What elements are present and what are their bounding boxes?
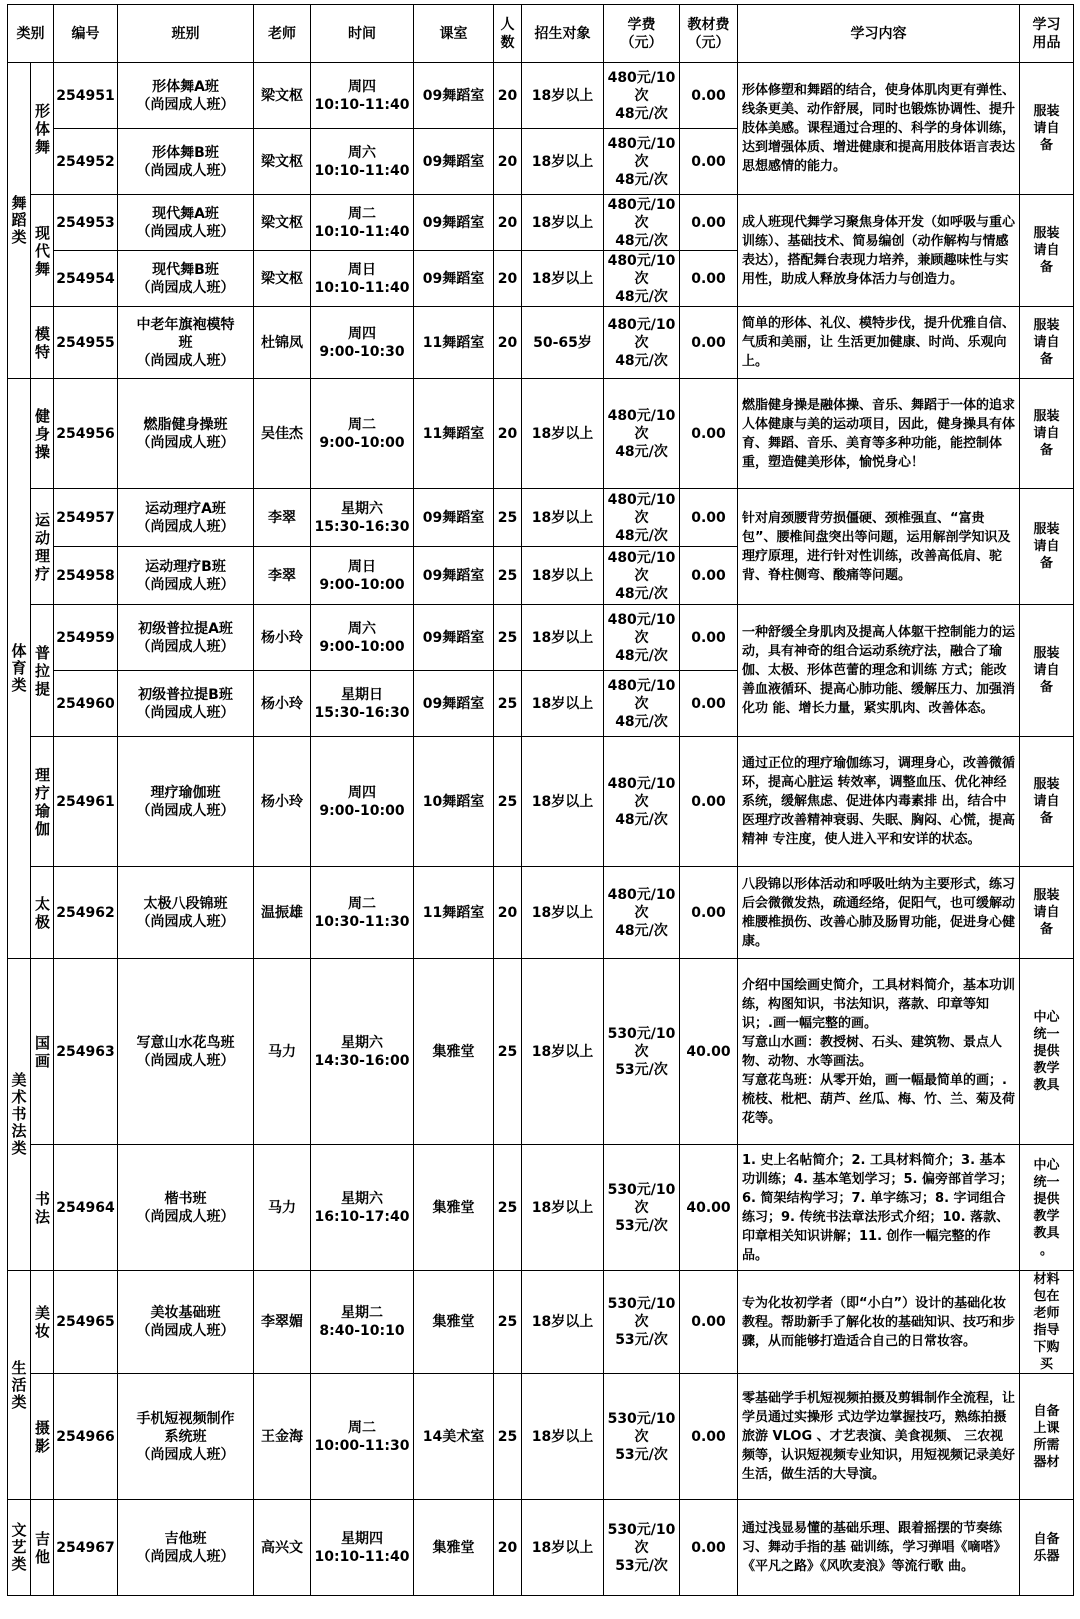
supplies-xiandaiwu: 服装 请自 备 (1020, 195, 1074, 307)
supplies-guohua: 中心 统一 提供 教学 教具 (1020, 959, 1074, 1145)
capacity: 20 (494, 1500, 522, 1596)
supplies-mote: 服装 请自 备 (1020, 307, 1074, 379)
tuition-fee: 480元/10次 48元/次 (604, 547, 680, 605)
capacity: 25 (494, 1374, 522, 1500)
class-name: 运动理疗A班 （尚园成人班） (118, 489, 254, 547)
supplies-xingtiwu: 服装 请自 备 (1020, 63, 1074, 195)
subcategory-jita: 吉 他 (31, 1500, 54, 1596)
target-age: 18岁以上 (522, 1500, 604, 1596)
teacher-name: 吴佳杰 (254, 379, 311, 489)
teacher-name: 梁文枢 (254, 251, 311, 307)
tuition-fee: 530元/10次 53元/次 (604, 1145, 680, 1271)
course-id: 254960 (54, 671, 118, 737)
capacity: 20 (494, 379, 522, 489)
subcategory-sheying: 摄 影 (31, 1374, 54, 1500)
content-yundongliliao: 针对肩颈腰背劳损僵硬、颈椎强直、“富贵包”、腰椎间盘突出等问题，运用解剖学知识及理疗原理，进行针对性训练，改善高低肩、驼背、脊柱侧弯、酸痛等问题。 (738, 489, 1020, 605)
table-row (8, 605, 1074, 671)
classroom: 11舞蹈室 (414, 307, 494, 379)
header-content: 学习内容 (738, 5, 1020, 63)
class-name: 手机短视频制作 系统班 （尚园成人班） (118, 1374, 254, 1500)
class-time: 星期二 8:40-10:10 (311, 1271, 414, 1374)
material-fee: 0.00 (680, 605, 738, 671)
supplies-jita: 自备 乐器 (1020, 1500, 1074, 1596)
header-target: 招生对象 (522, 5, 604, 63)
teacher-name: 梁文枢 (254, 129, 311, 195)
teacher-name: 高兴文 (254, 1500, 311, 1596)
tuition-fee: 480元/10次 48元/次 (604, 605, 680, 671)
course-id: 254964 (54, 1145, 118, 1271)
class-name: 燃脂健身操班 （尚园成人班） (118, 379, 254, 489)
subcategory-guohua: 国 画 (31, 959, 54, 1145)
supplies-pulati: 服装 请自 备 (1020, 605, 1074, 737)
class-time: 周六 10:10-11:40 (311, 129, 414, 195)
target-age: 18岁以上 (522, 379, 604, 489)
subcategory-shufa: 书 法 (31, 1145, 54, 1271)
capacity: 25 (494, 605, 522, 671)
class-time: 周日 10:10-11:40 (311, 251, 414, 307)
tuition-fee: 480元/10次 48元/次 (604, 129, 680, 195)
class-time: 周四 9:00-10:30 (311, 307, 414, 379)
category-sports: 体 育 类 (8, 379, 31, 959)
material-fee: 40.00 (680, 1145, 738, 1271)
class-time: 周日 9:00-10:00 (311, 547, 414, 605)
class-name: 中老年旗袍模特 班 （尚园成人班） (118, 307, 254, 379)
supplies-liliaoyujia: 服装 请自 备 (1020, 737, 1074, 867)
class-time: 星期日 15:30-16:30 (311, 671, 414, 737)
class-time: 周二 10:10-11:40 (311, 195, 414, 251)
target-age: 18岁以上 (522, 129, 604, 195)
classroom: 14美术室 (414, 1374, 494, 1500)
capacity: 20 (494, 307, 522, 379)
tuition-fee: 480元/10次 48元/次 (604, 307, 680, 379)
content-jita: 通过浅显易懂的基础乐理、跟着摇摆的节奏练习、舞动手指的基 础训练，学习弹唱《嘀嗒》《平凡之路》《风吹麦浪》等流行歌 曲。 (738, 1500, 1020, 1596)
target-age: 18岁以上 (522, 959, 604, 1145)
class-time: 周二 9:00-10:00 (311, 379, 414, 489)
teacher-name: 杨小玲 (254, 605, 311, 671)
course-id: 254951 (54, 63, 118, 129)
classroom: 09舞蹈室 (414, 63, 494, 129)
table-row (8, 737, 1074, 867)
teacher-name: 杨小玲 (254, 737, 311, 867)
category-life: 生 活 类 (8, 1271, 31, 1500)
material-fee: 40.00 (680, 959, 738, 1145)
capacity: 20 (494, 63, 522, 129)
classroom: 11舞蹈室 (414, 379, 494, 489)
teacher-name: 杨小玲 (254, 671, 311, 737)
target-age: 18岁以上 (522, 737, 604, 867)
content-liliaoyujia: 通过正位的理疗瑜伽练习，调理身心，改善微循环，提高心脏运 转效率，调整血压、优化神经系统，缓解焦虑、促进体内毒素排 出，结合中医理疗改善精神衰弱、失眠、胸闷、心慌，提高精神 专注度，使人进入平和安详的状态。 (738, 737, 1020, 867)
subcategory-yundongliliao: 运 动 理 疗 (31, 489, 54, 605)
tuition-fee: 480元/10次 48元/次 (604, 489, 680, 547)
subcategory-jianshencao: 健 身 操 (31, 379, 54, 489)
tuition-fee: 530元/10次 53元/次 (604, 1271, 680, 1374)
header-fee: 学费 （元） (604, 5, 680, 63)
header-id: 编号 (54, 5, 118, 63)
content-xingtiwu: 形体修塑和舞蹈的结合，使身体肌肉更有弹性、线条更美、动作舒展，同时也锻炼协调性、提升肢体美感。课程通过合理的、科学的身体训练，达到增强体质、增进健康和提高用肢体语言表达思想感情的能力。 (738, 63, 1020, 195)
teacher-name: 马力 (254, 959, 311, 1145)
class-time: 星期六 16:10-17:40 (311, 1145, 414, 1271)
course-id: 254967 (54, 1500, 118, 1596)
subcategory-xingtiwu: 形 体 舞 (31, 63, 54, 195)
content-meizhuang: 专为化妆初学者（即“小白”）设计的基础化妆教程。帮助新手了解化妆的基础知识、技巧和步骤，从而能够打造适合自己的日常妆容。 (738, 1271, 1020, 1374)
capacity: 25 (494, 671, 522, 737)
content-sheying: 零基础学手机短视频拍摄及剪辑制作全流程，让学员通过实操形 式边学边掌握技巧，熟练拍摄旅游 VLOG 、才艺表演、美食视频、 三农视频等，认识短视频专业知识，用短视频记录美好生活，做生活的大导演。 (738, 1374, 1020, 1500)
supplies-meizhuang: 材料 包在 老师 指导 下购 买 (1020, 1271, 1074, 1374)
capacity: 25 (494, 489, 522, 547)
content-taiji: 八段锦以形体活动和呼吸吐纳为主要形式，练习后会微微发热，疏通经络，促阳气，也可缓解动椎腰椎损伤、改善心肺及肠胃功能，促进身心健康。 (738, 867, 1020, 959)
material-fee: 0.00 (680, 195, 738, 251)
header-category: 类别 (8, 5, 54, 63)
target-age: 18岁以上 (522, 867, 604, 959)
table-row (8, 1271, 1074, 1374)
material-fee: 0.00 (680, 489, 738, 547)
capacity: 25 (494, 959, 522, 1145)
material-fee: 0.00 (680, 129, 738, 195)
classroom: 09舞蹈室 (414, 251, 494, 307)
target-age: 18岁以上 (522, 671, 604, 737)
course-id: 254958 (54, 547, 118, 605)
subcategory-mote: 模 特 (31, 307, 54, 379)
table-row (8, 195, 1074, 251)
target-age: 18岁以上 (522, 489, 604, 547)
course-id: 254955 (54, 307, 118, 379)
capacity: 25 (494, 737, 522, 867)
header-supplies: 学习 用品 (1020, 5, 1074, 63)
header-teacher: 老师 (254, 5, 311, 63)
class-time: 星期六 15:30-16:30 (311, 489, 414, 547)
class-name: 吉他班 （尚园成人班） (118, 1500, 254, 1596)
content-shufa: 1. 史上名帖简介；2. 工具材料简介；3. 基本功训练；4. 基本笔划学习；5. 偏旁部首学习；6. 简架结构学习；7. 单字练习；8. 字词组合练习；9. 传统书法章法形式介绍；10. 落款、印章相关知识讲解；11. 创作一幅完整的作品。 (738, 1145, 1020, 1271)
subcategory-meizhuang: 美 妆 (31, 1271, 54, 1374)
teacher-name: 梁文枢 (254, 195, 311, 251)
table-row (8, 489, 1074, 547)
tuition-fee: 530元/10次 53元/次 (604, 1374, 680, 1500)
course-table (7, 4, 1074, 1596)
material-fee: 0.00 (680, 737, 738, 867)
target-age: 18岁以上 (522, 605, 604, 671)
table-row (8, 1374, 1074, 1500)
class-time: 周六 9:00-10:00 (311, 605, 414, 671)
material-fee: 0.00 (680, 1500, 738, 1596)
material-fee: 0.00 (680, 307, 738, 379)
classroom: 09舞蹈室 (414, 489, 494, 547)
class-name: 写意山水花鸟班 （尚园成人班） (118, 959, 254, 1145)
target-age: 18岁以上 (522, 1271, 604, 1374)
classroom: 集雅堂 (414, 1500, 494, 1596)
class-time: 星期六 14:30-16:00 (311, 959, 414, 1145)
target-age: 18岁以上 (522, 195, 604, 251)
class-name: 理疗瑜伽班 （尚园成人班） (118, 737, 254, 867)
material-fee: 0.00 (680, 251, 738, 307)
teacher-name: 王金海 (254, 1374, 311, 1500)
teacher-name: 马力 (254, 1145, 311, 1271)
course-id: 254966 (54, 1374, 118, 1500)
material-fee: 0.00 (680, 1271, 738, 1374)
course-id: 254956 (54, 379, 118, 489)
content-pulati: 一种舒缓全身肌肉及提高人体躯干控制能力的运动，具有神奇的组合运动系统疗法，融合了瑜伽、太极、形体芭蕾的理念和训练 方式；能改善血液循环、提高心肺功能、缓解压力、加强消化功 能、增长力量，紧实肌肉、改善体态。 (738, 605, 1020, 737)
category-dance: 舞 蹈 类 (8, 63, 31, 379)
tuition-fee: 480元/10次 48元/次 (604, 671, 680, 737)
material-fee: 0.00 (680, 1374, 738, 1500)
supplies-sheying: 自备 上课 所需 器材 (1020, 1374, 1074, 1500)
tuition-fee: 480元/10次 48元/次 (604, 867, 680, 959)
supplies-taiji: 服装 请自 备 (1020, 867, 1074, 959)
header-class: 班别 (118, 5, 254, 63)
tuition-fee: 480元/10次 48元/次 (604, 379, 680, 489)
course-id: 254961 (54, 737, 118, 867)
content-jianshencao: 燃脂健身操是融体操、音乐、舞蹈于一体的追求人体健康与美的运动项目，因此，健身操具有体育、舞蹈、音乐、美育等多种功能，能控制体重，塑造健美形体，愉悦身心！ (738, 379, 1020, 489)
class-name: 楷书班 （尚园成人班） (118, 1145, 254, 1271)
class-name: 太极八段锦班 （尚园成人班） (118, 867, 254, 959)
class-time: 周二 10:00-11:30 (311, 1374, 414, 1500)
subcategory-taiji: 太 极 (31, 867, 54, 959)
material-fee: 0.00 (680, 671, 738, 737)
content-guohua: 介绍中国绘画史简介，工具材料简介，基本功训练，构图知识，书法知识，落款、印章等知识；.画一幅完整的画。 写意山水画：教授树、石头、建筑物、景点人物、动物、水等画法。 写意花鸟班：从零开始，画一幅最简单的画；.梳枝、枇杷、葫芦、丝瓜、梅、竹、兰、菊及荷花等。 (738, 959, 1020, 1145)
capacity: 20 (494, 129, 522, 195)
content-mote: 简单的形体、礼仪、模特步伐，提升优雅自信、气质和美丽，让 生活更加健康、时尚、乐观向上。 (738, 307, 1020, 379)
material-fee: 0.00 (680, 379, 738, 489)
class-time: 周四 9:00-10:00 (311, 737, 414, 867)
supplies-yundongliliao: 服装 请自 备 (1020, 489, 1074, 605)
content-xiandaiwu: 成人班现代舞学习聚焦身体开发（如呼吸与重心训练）、基础技术、简易编创（动作解构与情感表达），搭配舞台表现力培养，兼顾趣味性与实用性，助成人释放身体活力与创造力。 (738, 195, 1020, 307)
target-age: 18岁以上 (522, 547, 604, 605)
teacher-name: 梁文枢 (254, 63, 311, 129)
course-id: 254952 (54, 129, 118, 195)
table-row (8, 63, 1074, 129)
category-literary: 文 艺 类 (8, 1500, 31, 1596)
supplies-jianshencao: 服装 请自 备 (1020, 379, 1074, 489)
tuition-fee: 480元/10次 48元/次 (604, 737, 680, 867)
header-room: 课室 (414, 5, 494, 63)
classroom: 09舞蹈室 (414, 547, 494, 605)
classroom: 集雅堂 (414, 1145, 494, 1271)
category-art: 美 术 书 法 类 (8, 959, 31, 1271)
classroom: 09舞蹈室 (414, 671, 494, 737)
teacher-name: 李翠 (254, 547, 311, 605)
capacity: 25 (494, 1271, 522, 1374)
class-time: 周四 10:10-11:40 (311, 63, 414, 129)
teacher-name: 李翠 (254, 489, 311, 547)
class-name: 初级普拉提B班 （尚园成人班） (118, 671, 254, 737)
classroom: 09舞蹈室 (414, 195, 494, 251)
teacher-name: 杜锦凤 (254, 307, 311, 379)
course-id: 254957 (54, 489, 118, 547)
target-age: 18岁以上 (522, 1145, 604, 1271)
capacity: 20 (494, 867, 522, 959)
tuition-fee: 530元/10次 53元/次 (604, 1500, 680, 1596)
classroom: 10舞蹈室 (414, 737, 494, 867)
material-fee: 0.00 (680, 867, 738, 959)
class-name: 形体舞B班 （尚园成人班） (118, 129, 254, 195)
classroom: 集雅堂 (414, 1271, 494, 1374)
tuition-fee: 530元/10次 53元/次 (604, 959, 680, 1145)
capacity: 20 (494, 195, 522, 251)
class-name: 现代舞B班 （尚园成人班） (118, 251, 254, 307)
classroom: 集雅堂 (414, 959, 494, 1145)
teacher-name: 温振雄 (254, 867, 311, 959)
classroom: 09舞蹈室 (414, 605, 494, 671)
table-row (8, 1145, 1074, 1271)
capacity: 20 (494, 251, 522, 307)
target-age: 50-65岁 (522, 307, 604, 379)
course-id: 254953 (54, 195, 118, 251)
tuition-fee: 480元/10次 48元/次 (604, 251, 680, 307)
table-row (8, 1500, 1074, 1596)
classroom: 11舞蹈室 (414, 867, 494, 959)
teacher-name: 李翠媚 (254, 1271, 311, 1374)
course-id: 254965 (54, 1271, 118, 1374)
supplies-shufa: 中心 统一 提供 教学 教具 。 (1020, 1145, 1074, 1271)
table-row (8, 867, 1074, 959)
material-fee: 0.00 (680, 547, 738, 605)
header-time: 时间 (311, 5, 414, 63)
course-id: 254954 (54, 251, 118, 307)
header-capacity: 人 数 (494, 5, 522, 63)
class-name: 现代舞A班 （尚园成人班） (118, 195, 254, 251)
class-name: 美妆基础班 （尚园成人班） (118, 1271, 254, 1374)
capacity: 25 (494, 547, 522, 605)
course-id: 254959 (54, 605, 118, 671)
tuition-fee: 480元/10次 48元/次 (604, 63, 680, 129)
target-age: 18岁以上 (522, 1374, 604, 1500)
subcategory-xiandaiwu: 现 代 舞 (31, 195, 54, 307)
table-row (8, 959, 1074, 1145)
header-material-fee: 教材费 （元） (680, 5, 738, 63)
course-id: 254963 (54, 959, 118, 1145)
table-row (8, 379, 1074, 489)
subcategory-pulati: 普 拉 提 (31, 605, 54, 737)
class-name: 形体舞A班 （尚园成人班） (118, 63, 254, 129)
course-id: 254962 (54, 867, 118, 959)
target-age: 18岁以上 (522, 63, 604, 129)
subcategory-liliaoyujia: 理 疗 瑜 伽 (31, 737, 54, 867)
capacity: 25 (494, 1145, 522, 1271)
header-row (8, 5, 1074, 63)
classroom: 09舞蹈室 (414, 129, 494, 195)
class-name: 运动理疗B班 （尚园成人班） (118, 547, 254, 605)
class-time: 星期四 10:10-11:40 (311, 1500, 414, 1596)
class-name: 初级普拉提A班 （尚园成人班） (118, 605, 254, 671)
table-row (8, 307, 1074, 379)
tuition-fee: 480元/10次 48元/次 (604, 195, 680, 251)
material-fee: 0.00 (680, 63, 738, 129)
target-age: 18岁以上 (522, 251, 604, 307)
class-time: 周二 10:30-11:30 (311, 867, 414, 959)
